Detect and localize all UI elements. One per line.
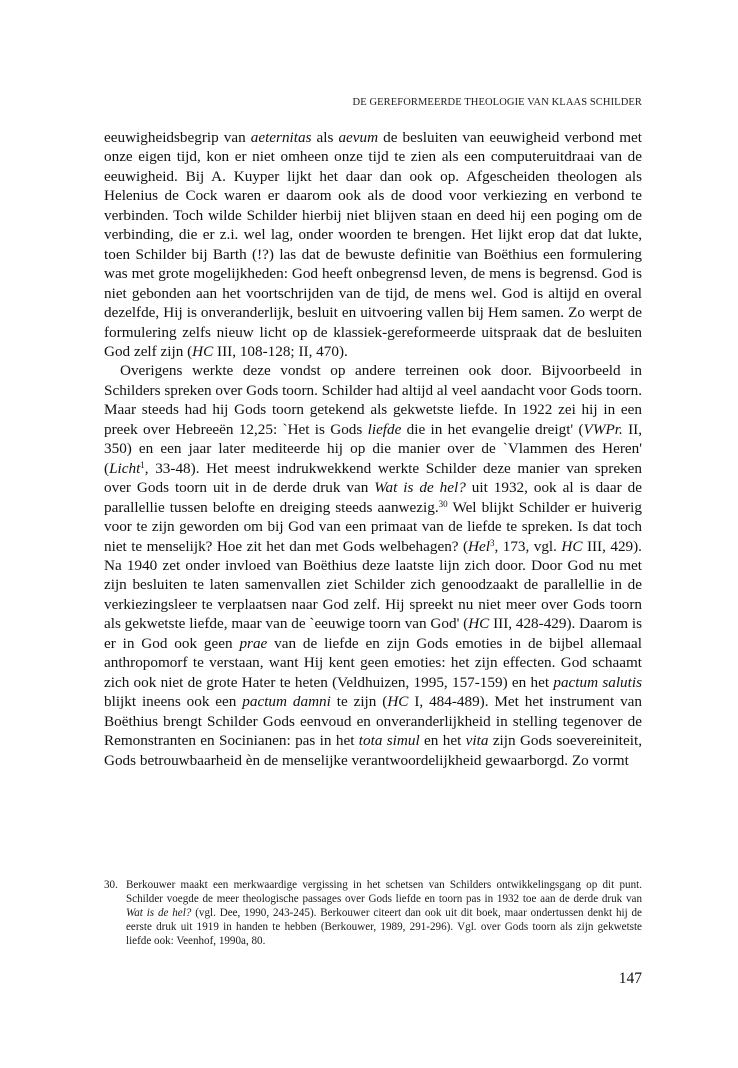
footnote-marker: 30 xyxy=(438,498,448,509)
text-run: te zijn ( xyxy=(330,693,388,711)
text-run: Berkouwer maakt een merkwaardige vergissing in het schetsen van Schilders ontwikkelingsgang op dit punt. Schilder voegde de meer theologische passages over Gods liefde en toorn pas in 1932 toe aan de derde druk van xyxy=(126,879,642,906)
text-run: , 173, vgl. xyxy=(494,537,562,555)
edition-superscript: 1 xyxy=(140,459,145,470)
text-run: Wel blijkt Schilder er huiverig voor te zijn geworden om bij God van een primaat van de liefde te spreken. Is dat toch niet te menselijk? Hoe zit het dan met Gods welbehagen? ( xyxy=(104,498,642,555)
footnote-text xyxy=(126,878,642,948)
text-run: van de liefde en zijn Gods emoties in de bijbel allemaal anthropomorf te verstaan, want Hij kent geen emoties: het zijn effecten. God schaamt zich ook niet de grote Hater te heten (Veldhuizen, 1995, 157-159) en het xyxy=(104,634,643,691)
text-run: zijn Gods soevereiniteit, Gods betrouwbaarheid èn de menselijke verantwoordelijkheid gewaarborgd. Zo vormt xyxy=(104,732,642,769)
text-run: III, 108-128; II, 470). xyxy=(213,342,348,360)
italic-term: prae xyxy=(239,634,268,652)
running-header: DE GEREFORMEERDE THEOLOGIE VAN KLAAS SCHILDER xyxy=(352,97,642,108)
text-run: I, 484-489). Met het instrument van Boëthius brengt Schilder Gods eenvoud en onveranderlijkheid in stelling tegenover de Remonstranten en Socinianen: pas in het xyxy=(104,693,642,750)
text-run: , 33-48). Het meest indrukwekkend werkte Schilder deze manier van spreken over Gods toorn uit in de derde druk van xyxy=(104,459,642,497)
italic-term: pactum salutis xyxy=(553,673,642,691)
text-run: Overigens werkte deze vondst op andere terreinen ook door. Bijvoorbeeld in Schilders spreken over Gods toorn. Schilder had altijd al veel aandacht voor Gods toorn. Maar steeds had hij Gods toorn getekend als gekwetste liefde. In 1922 zei hij in een preek over Hebreeën 12,25: `Het is Gods xyxy=(104,362,642,438)
italic-term: aevum xyxy=(338,129,379,146)
text-run: blijkt ineens ook een xyxy=(104,693,243,711)
text-run: III, 429). Na 1940 zet onder invloed van Boëthius deze laatste lijn zich door. Door God nu met zijn besluiten te laten samenvallen ziet Schilder zich genoodzaakt de parallellie in de verkiezingsleer te verplaatsen naar God zelf. Hij spreekt nu niet meer over Gods toorn als gekwetste liefde, maar van de `eeuwige toorn van God' ( xyxy=(104,537,642,633)
italic-reference: HC xyxy=(387,693,409,711)
footnote-number: 30. xyxy=(104,879,118,891)
italic-reference: VWPr. xyxy=(583,420,623,438)
body-text xyxy=(104,128,642,770)
footnote-30 xyxy=(104,878,642,948)
text-run: de besluiten van eeuwigheid verbond met onze eigen tijd, kon er niet omheen onze tijd te zien als een computeruitdraai van de eeuwigheid. Bij A. Kuyper lijkt het daar dan ook op. Afgescheiden theologen als Helenius de Cock waren er daarom ook als de dood voor verkiezing en verbond te verbinden. Toch wilde Schilder hierbij niet blijven staan en deed hij een poging om de verbinding, die er z.i. wel lag, onder woorden te brengen. Het lijkt erop dat dat lukte, toen Schilder bij Barth (!?) las dat de bewuste definitie van Boëthius een formulering was met grote mogelijkheden: God heeft onbegrensd leven, de mens is begrensd. God is niet gebonden aan het voortschrijden van de tijd, de mens wel. God is altijd en overal dezelfde, Hij is onveranderlijk, besluit en uitvoering vallen bij Hem samen. Zo werpt de formulering zelfs nieuw licht op de klassiek-gereformeerde uitspraak dat de besluiten God zelf zijn ( xyxy=(104,129,642,360)
italic-reference: Hel xyxy=(468,537,490,555)
italic-title: Wat is de hel? xyxy=(374,479,466,497)
page-number: 147 xyxy=(618,970,642,987)
edition-superscript: 3 xyxy=(489,537,495,548)
paragraph-2 xyxy=(104,361,642,770)
italic-reference: Licht xyxy=(109,459,141,477)
italic-reference: HC xyxy=(561,537,583,555)
italic-term: vita xyxy=(465,732,489,750)
italic-title: Wat is de hel? xyxy=(126,907,192,920)
italic-term: liefde xyxy=(367,420,402,438)
text-run: en het xyxy=(419,732,466,750)
text-run: (vgl. Dee, 1990, 243-245). Berkouwer citeert dan ook uit dit boek, maar ondertussen denkt hij de eerste druk uit 1919 in handen te hebben (Berkouwer, 1989, 291-296). Vgl. over Gods toorn als zijn gekwetste liefde ook: Veenhof, 1990a, 80. xyxy=(126,907,642,948)
italic-reference: HC xyxy=(468,615,490,633)
italic-term: pactum damni xyxy=(242,693,331,711)
italic-term: aeternitas xyxy=(250,129,312,146)
italic-term: tota simul xyxy=(358,732,420,750)
paragraph-1 xyxy=(104,128,642,361)
text-run: uit 1932, ook al is daar de parallellie tussen belofte en dreiging steeds aanwezig. xyxy=(104,479,642,516)
text-run: die in het evangelie dreigt' ( xyxy=(401,420,584,438)
text-run: II, 350) en een jaar later mediteerde hij op die manier over de `Vlammen des Heren' ( xyxy=(104,420,643,477)
italic-reference: HC xyxy=(192,342,214,360)
text-run: eeuwigheidsbegrip van xyxy=(104,129,251,146)
text-run: III, 428-429). Daarom is er in God ook geen xyxy=(104,615,642,652)
text-run: als xyxy=(311,129,339,146)
